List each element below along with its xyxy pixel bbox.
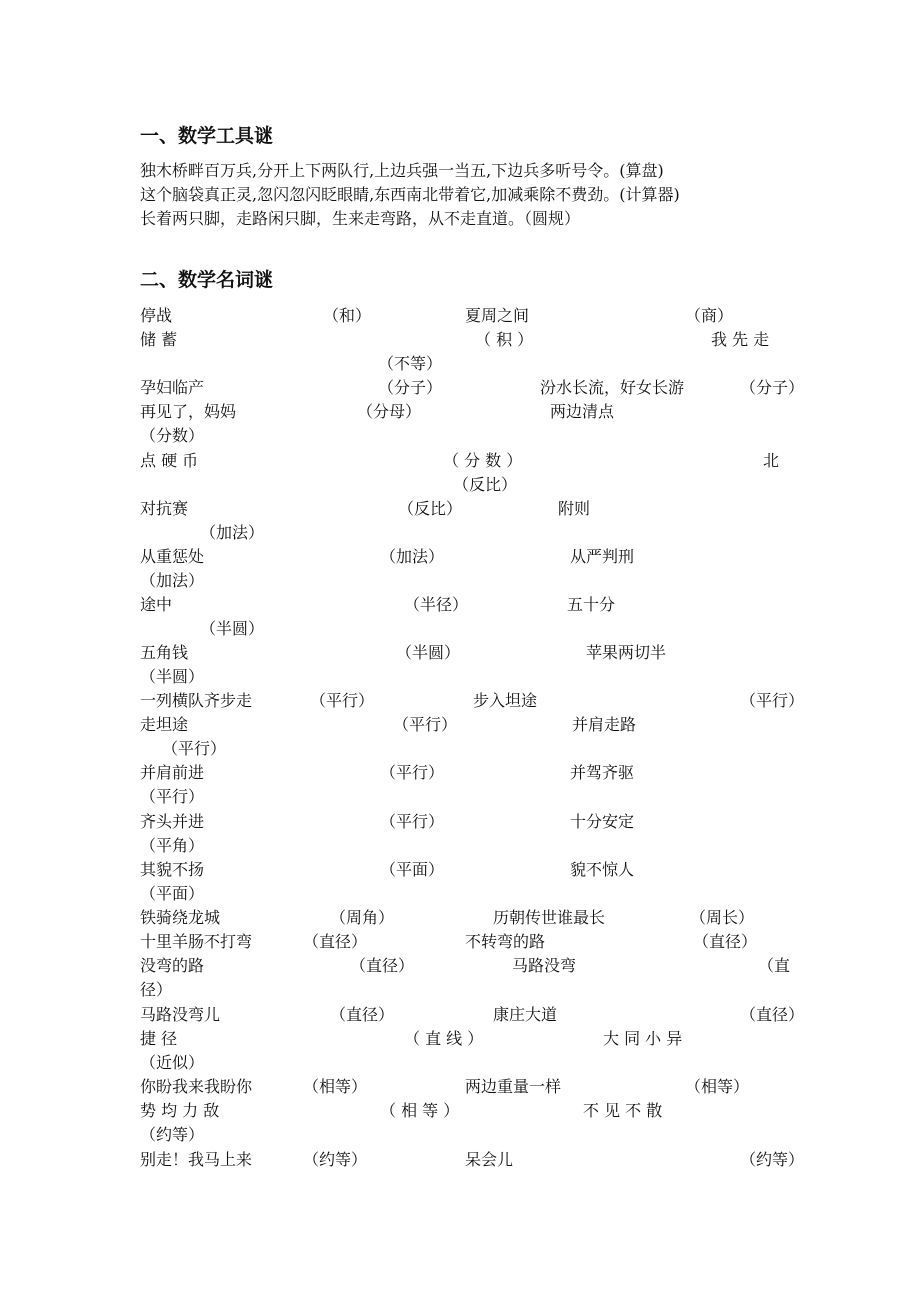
riddle-answer: （直径） bbox=[303, 932, 368, 951]
riddle-text: 点 硬 币 bbox=[140, 451, 199, 470]
riddle-text: 不转弯的路 bbox=[465, 932, 546, 951]
riddle-text: 两边清点 bbox=[550, 402, 615, 421]
riddle-answer: （加法） bbox=[380, 547, 445, 566]
riddle-text: 一列横队齐步走 bbox=[140, 691, 253, 710]
section-heading-tools: 一、数学工具谜 bbox=[140, 125, 274, 147]
riddle-text: 苹果两切半 bbox=[586, 643, 667, 662]
riddle-answer: （约等） bbox=[303, 1150, 368, 1169]
riddle-answer: （周角） bbox=[330, 908, 395, 927]
riddle-answer: （半圆） bbox=[200, 619, 265, 638]
riddle-answer: （平面） bbox=[140, 884, 205, 903]
riddle-text: 夏周之间 bbox=[465, 306, 530, 325]
riddle-text: 并肩走路 bbox=[572, 715, 637, 734]
riddle-text: 孕妇临产 bbox=[140, 378, 205, 397]
riddle-text: 并肩前进 bbox=[140, 763, 205, 782]
riddle-text: 从重惩处 bbox=[140, 547, 205, 566]
section-heading-terms: 二、数学名词谜 bbox=[140, 269, 274, 291]
riddle-answer: （半圆） bbox=[396, 643, 461, 662]
riddle-text: 别走！我马上来 bbox=[140, 1150, 253, 1169]
riddle-answer: （ 直 线 ） bbox=[404, 1029, 484, 1048]
riddle-answer: （平行） bbox=[393, 715, 458, 734]
riddle-answer: （加法） bbox=[140, 571, 205, 590]
riddle-text: 十分安定 bbox=[570, 812, 635, 831]
riddle-answer: （直径） bbox=[693, 932, 758, 951]
riddle-line: 这个脑袋真正灵,忽闪忽闪眨眼睛,东西南北带着它,加减乘除不费劲。(计算器) bbox=[140, 185, 680, 204]
riddle-text: 北 bbox=[763, 451, 780, 470]
riddle-text: 五十分 bbox=[567, 595, 616, 614]
riddle-answer: （直 bbox=[758, 956, 791, 975]
riddle-text: 其貌不扬 bbox=[140, 860, 205, 879]
riddle-text: 储 蓄 bbox=[140, 330, 178, 349]
riddle-text: 不 见 不 散 bbox=[583, 1101, 663, 1120]
riddle-text: 大 同 小 异 bbox=[603, 1029, 683, 1048]
riddle-answer: （商） bbox=[685, 306, 734, 325]
riddle-text: 貌不惊人 bbox=[570, 860, 635, 879]
riddle-text: 步入坦途 bbox=[473, 691, 538, 710]
riddle-text: 我 先 走 bbox=[711, 330, 770, 349]
riddle-answer: （约等） bbox=[140, 1125, 205, 1144]
riddle-text: 停战 bbox=[140, 306, 173, 325]
riddle-text: 势 均 力 敌 bbox=[140, 1101, 220, 1120]
riddle-answer: （ 相 等 ） bbox=[380, 1101, 460, 1120]
riddle-answer: （平行） bbox=[140, 787, 205, 806]
riddle-text: 你盼我来我盼你 bbox=[140, 1077, 253, 1096]
riddle-text: 齐头并进 bbox=[140, 812, 205, 831]
riddle-answer: （相等） bbox=[303, 1077, 368, 1096]
riddle-answer: （反比） bbox=[453, 475, 518, 494]
riddle-answer: （直径） bbox=[330, 1005, 395, 1024]
riddle-answer: （和） bbox=[323, 306, 372, 325]
riddle-answer: （ 积 ） bbox=[475, 330, 534, 349]
riddle-text: 途中 bbox=[140, 595, 173, 614]
riddle-text: 汾水长流，好女长游 bbox=[540, 378, 685, 397]
riddle-answer: （ 分 数 ） bbox=[443, 451, 523, 470]
riddle-text: 十里羊肠不打弯 bbox=[140, 932, 253, 951]
riddle-answer: （半圆） bbox=[140, 667, 205, 686]
riddle-text: 附则 bbox=[558, 499, 591, 518]
riddle-line: 独木桥畔百万兵,分开上下两队行,上边兵强一当五,下边兵多听号令。(算盘) bbox=[140, 161, 664, 180]
riddle-text: 马路没弯 bbox=[512, 956, 577, 975]
riddle-answer: （分母） bbox=[357, 402, 422, 421]
riddle-text: 对抗赛 bbox=[140, 499, 189, 518]
riddle-text: 铁骑绕龙城 bbox=[140, 908, 221, 927]
riddle-text: 没弯的路 bbox=[140, 956, 205, 975]
riddle-answer: （平角） bbox=[140, 836, 205, 855]
riddle-answer: （周长） bbox=[690, 908, 755, 927]
riddle-text: 再见了，妈妈 bbox=[140, 402, 237, 421]
riddle-answer: （约等） bbox=[740, 1150, 805, 1169]
riddle-answer: （直径） bbox=[350, 956, 415, 975]
riddle-answer: （平面） bbox=[380, 860, 445, 879]
riddle-answer: （半径） bbox=[404, 595, 469, 614]
riddle-text: 并驾齐驱 bbox=[570, 763, 635, 782]
riddle-answer: （平行） bbox=[380, 763, 445, 782]
riddle-answer: （近似） bbox=[140, 1053, 205, 1072]
riddle-text: 马路没弯儿 bbox=[140, 1005, 221, 1024]
riddle-line: 长着两只脚，走路闲只脚，生来走弯路，从不走直道。（圆规） bbox=[140, 209, 581, 228]
riddle-answer: （反比） bbox=[398, 499, 463, 518]
riddle-text: 两边重量一样 bbox=[465, 1077, 562, 1096]
riddle-text: 走坦途 bbox=[140, 715, 189, 734]
riddle-text: 康庄大道 bbox=[493, 1005, 558, 1024]
riddle-answer: （分数） bbox=[140, 426, 205, 445]
riddle-text: 从严判刑 bbox=[570, 547, 635, 566]
riddle-text: 五角钱 bbox=[140, 643, 189, 662]
riddle-text: 捷 径 bbox=[140, 1029, 178, 1048]
riddle-answer: （平行） bbox=[740, 691, 805, 710]
riddle-answer: （不等） bbox=[378, 354, 443, 373]
riddle-answer: （分子） bbox=[378, 378, 443, 397]
riddle-answer: （直径） bbox=[740, 1005, 805, 1024]
riddle-answer: （加法） bbox=[200, 523, 265, 542]
riddle-answer: （相等） bbox=[685, 1077, 750, 1096]
riddle-answer: （平行） bbox=[380, 812, 445, 831]
riddle-answer: 径） bbox=[140, 980, 173, 999]
riddle-answer: （分子） bbox=[740, 378, 805, 397]
riddle-answer: （平行） bbox=[310, 691, 375, 710]
riddle-text: 历朝传世谁最长 bbox=[493, 908, 606, 927]
riddle-answer: （平行） bbox=[162, 739, 227, 758]
riddle-text: 呆会儿 bbox=[465, 1150, 514, 1169]
